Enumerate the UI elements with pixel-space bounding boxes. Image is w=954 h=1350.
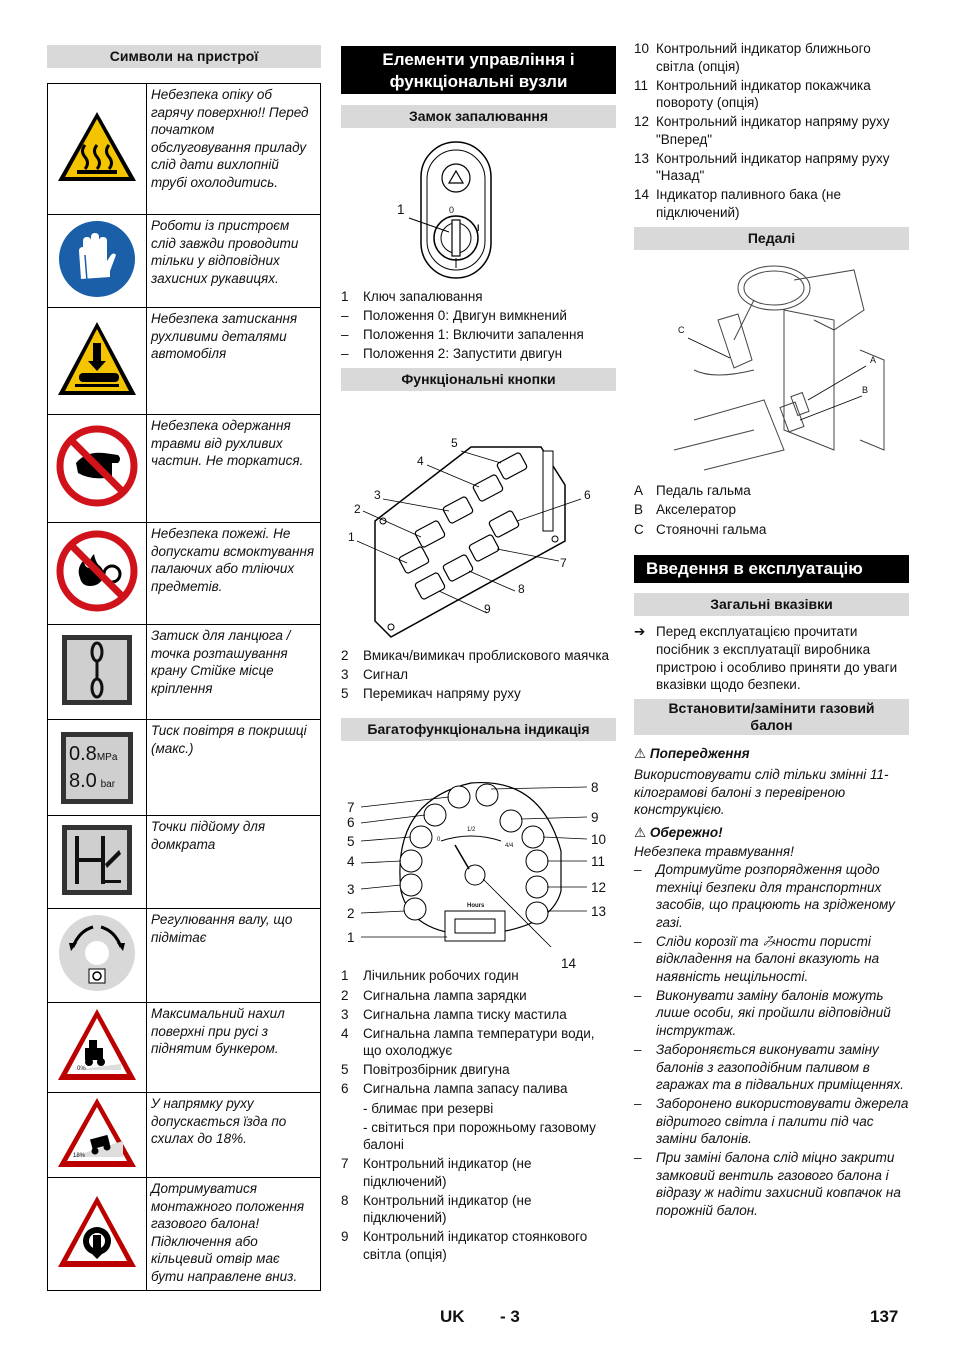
table-row (48, 215, 321, 308)
symbol-text: Небезпека затискання рухливими деталями автомобіля (147, 308, 321, 415)
symbol-text: Небезпека опіку об гарячу поверхню!! Перед початком обслуговування приладу слід дати вихлопній трубі охолодитись. (147, 84, 321, 215)
controls-heading: Елементи управління і функціональні вузли (341, 46, 616, 94)
list-item: – Заборонено використовувати джерела відритого світла і палити під час заміни балонів. (634, 1096, 909, 1147)
tilt-percent-label: 0% (77, 1066, 86, 1073)
caution-triangle-icon: ⚠ (634, 824, 647, 840)
general-note (634, 623, 909, 694)
list-item: 9 Контрольний індикатор стоянкового світла (опція) (341, 1229, 588, 1262)
list-item: – При заміні балона слід міцно закрити замковий вентиль газового балона і відразу ж надіти захисний ковпачок на порожній балон. (634, 1150, 901, 1218)
list-item: 14 Індикатор паливного бака (не підключений) (634, 187, 841, 220)
table-row (48, 84, 321, 215)
table-row (48, 909, 321, 1003)
symbol-text: Затиск для ланцюга / точка розташування крану Стійке місце кріплення (147, 625, 321, 720)
arrow-icon: ➔ (634, 624, 646, 640)
gas-subheading: Встановити/замінити газовий балон (634, 699, 909, 735)
symbols-table (47, 83, 321, 1291)
symbols-heading: Символи на пристрої (47, 45, 321, 68)
list-item: 12 Контрольний індикатор напряму руху "Вперед" (634, 114, 890, 147)
symbol-text: Максимальний нахил поверхні при русі з піднятим бункером. (147, 1003, 321, 1093)
display-callout-13: 13 (591, 904, 607, 920)
list-item: – Сліди корозії та みности пористі відкладення на балоні вказують на наявність нещільності. (634, 933, 880, 984)
buttons-subheading: Функціональні кнопки (341, 368, 616, 391)
display-subheading: Багатофункціональна індикація (341, 718, 616, 741)
general-note-text: Перед експлуатацією прочитати посібник з експлуатації виробника пристрою і особливо приняти до уваги вказівки щодо безпеки. (656, 624, 898, 693)
display-legend (341, 967, 616, 1263)
general-subheading: Загальні вказівки (634, 593, 909, 616)
list-item: 5 Перемикач напряму руху (341, 685, 521, 701)
jack-point-icon (61, 824, 133, 896)
caution-text: Небезпека травмування! (634, 843, 794, 859)
button-callout-3: 3 (374, 487, 381, 502)
warning-text: Використовувати слід тільки змінні 11-кілограмові балоні з перевіреною конструкцією. (634, 767, 889, 818)
pedal-callout-c: C (678, 325, 685, 336)
footer-language: UK (440, 1307, 465, 1326)
list-item: C Стояночні гальма (634, 521, 767, 537)
right-column (634, 40, 909, 1221)
ignition-mark-1: I (477, 223, 480, 233)
display-callout-2: 2 (347, 906, 355, 922)
button-callout-2: 2 (354, 501, 361, 516)
display-callout-14: 14 (561, 956, 577, 972)
list-item: 5 Повітрозбірник двигуна (341, 1062, 510, 1078)
list-item: 13 Контрольний індикатор напряму руху "Назад" (634, 150, 890, 184)
list-item: - світиться при порожньому газовому балоні (363, 1119, 596, 1153)
button-callout-1: 1 (348, 529, 355, 544)
no-fire-suction-icon (56, 530, 138, 612)
caution-label-text: Обережно! (649, 824, 723, 840)
warning-triangle-icon: ⚠ (634, 746, 647, 762)
warning-label-text: Попередження (649, 746, 750, 762)
display-callout-12: 12 (591, 880, 607, 896)
hot-surface-warning-icon (55, 109, 139, 185)
slope-warning-icon (55, 1095, 139, 1171)
tire-pressure-icon (61, 732, 133, 804)
list-item: 10 Контрольний індикатор ближнього світла (опція) (634, 41, 871, 74)
button-callout-8: 8 (518, 581, 525, 596)
table-row (48, 816, 321, 909)
list-item: 8 Контрольний індикатор (не підключений) (341, 1192, 532, 1226)
table-row (48, 1093, 321, 1178)
display-legend-continued (634, 40, 909, 221)
list-item: 7 Контрольний індикатор (не підключений) (341, 1156, 532, 1189)
pedals-figure (634, 250, 909, 482)
list-item: 3 Сигнал (341, 666, 409, 682)
symbol-text: Дотримуватися монтажного положення газового балона! Підключення або кільцевий отвір має бути направлене вниз. (147, 1178, 321, 1291)
symbol-text: Тиск повітря в покришці (макс.) (147, 720, 321, 816)
button-callout-5: 5 (451, 435, 458, 450)
symbols-column (47, 40, 321, 1291)
symbol-text: Регулювання валу, що підмітає (147, 909, 321, 1003)
symbol-text: Точки підйому для домкрата (147, 816, 321, 909)
buttons-figure (341, 391, 616, 647)
pedals-subheading: Педалі (634, 227, 909, 250)
ignition-mark-0: 0 (449, 205, 455, 215)
display-callout-3: 3 (347, 882, 355, 898)
do-not-touch-icon (56, 425, 138, 507)
display-figure (341, 741, 616, 972)
list-item: 11 Контрольний індикатор покажчика повороту (опція) (634, 77, 871, 111)
pressure-bar-value: 8.0 (69, 769, 97, 792)
list-item: – Дотримуйте розпорядження щодо техніці безпеки для транспортних засобів, що працюють на зрідженому газі. (634, 862, 895, 930)
list-item: 3 Сигнальна лампа тиску мастила (341, 1006, 567, 1022)
symbol-text: Небезпека одержання травми від рухливих частин. Не торкатися. (147, 415, 321, 523)
table-row (48, 1003, 321, 1093)
controls-column (341, 40, 616, 1265)
buttons-legend (341, 647, 616, 703)
symbol-text: Небезпека пожежі. Не допускати всмоктування палаючих або тліючих предметів. (147, 523, 321, 625)
list-item: 6 Сигнальна лампа запасу палива (341, 1081, 568, 1097)
pressure-bar-unit: bar (100, 778, 116, 790)
gas-safety-list (634, 861, 909, 1219)
list-item: – Положення 2: Запустити двигун (341, 346, 563, 362)
button-callout-7: 7 (560, 555, 567, 570)
warning-label (634, 745, 909, 763)
slope-percent-label: 18% (73, 1152, 86, 1159)
table-row (48, 625, 321, 720)
display-callout-8: 8 (591, 780, 599, 796)
list-item: 2 Вмикач/вимикач проблискового маячка (341, 647, 610, 663)
symbol-text: У напрямку руху допускається їзда по схилах до 18%. (147, 1093, 321, 1178)
tilt-warning-icon (55, 1006, 139, 1084)
symbol-text: Роботи із пристроєм слід завжди проводити тільки у відповідних захисних рукавицях. (147, 215, 321, 308)
pedal-callout-a: A (870, 355, 877, 366)
list-item: - блимає при резерві (363, 1100, 494, 1116)
table-row (48, 308, 321, 415)
ignition-legend (341, 288, 616, 363)
gas-cylinder-warning-icon (55, 1193, 139, 1271)
table-row (48, 523, 321, 625)
display-callout-7: 7 (347, 800, 355, 816)
list-item: – Положення 0: Двигун вимкнений (341, 308, 567, 324)
ignition-subheading: Замок запалювання (341, 105, 616, 128)
commissioning-heading: Введення в експлуатацію (634, 555, 909, 583)
display-label-hours: Hours (467, 903, 485, 910)
display-callout-5: 5 (347, 834, 355, 850)
display-callout-1: 1 (347, 930, 355, 946)
pressure-mpa-value: 0.8 (69, 742, 97, 765)
footer-page-number: 137 (870, 1307, 899, 1326)
display-callout-4: 4 (347, 854, 355, 870)
pedals-legend (634, 482, 909, 538)
display-label-half: 1/2 (467, 827, 476, 834)
display-callout-11: 11 (591, 854, 606, 870)
footer-section: - 3 (500, 1307, 520, 1326)
list-item: 1 Ключ запалювання (341, 289, 483, 304)
display-callout-9: 9 (591, 810, 599, 826)
button-callout-4: 4 (417, 453, 424, 468)
list-item: A Педаль гальма (634, 483, 751, 499)
display-callout-10: 10 (591, 832, 607, 848)
list-item: – Виконувати заміну балонів можуть лише особи, які пройшли відповідний інструктаж. (634, 987, 891, 1038)
list-item: 1 Лічильник робочих годин (341, 968, 519, 984)
chain-clamp-icon (61, 634, 133, 706)
display-label-full: 4/4 (505, 843, 514, 850)
sweeping-roller-adjust-icon (57, 913, 137, 993)
pedal-callout-b: B (862, 385, 869, 396)
caution-label (634, 824, 909, 842)
pressure-mpa-unit: MPa (96, 751, 118, 763)
hand-crush-warning-icon (55, 319, 139, 399)
list-item: 4 Сигнальна лампа температури води, що охолоджує (341, 1025, 595, 1059)
ignition-figure (341, 128, 616, 290)
table-row (48, 720, 321, 816)
display-callout-6: 6 (347, 815, 355, 831)
list-item: – Положення 1: Включити запалення (341, 327, 584, 343)
list-item: B Акселератор (634, 502, 737, 518)
list-item: – Забороняється виконувати заміну балонів з газоподібним паливом в гаражах та в підвальних приміщеннях. (634, 1042, 904, 1093)
protective-gloves-icon (57, 219, 137, 299)
button-callout-6: 6 (584, 487, 591, 502)
display-label-empty: 0 (437, 837, 441, 844)
table-row (48, 1178, 321, 1291)
ignition-callout-1: 1 (397, 202, 405, 217)
list-item: 2 Сигнальна лампа зарядки (341, 987, 527, 1003)
table-row (48, 415, 321, 523)
button-callout-9: 9 (484, 601, 491, 616)
